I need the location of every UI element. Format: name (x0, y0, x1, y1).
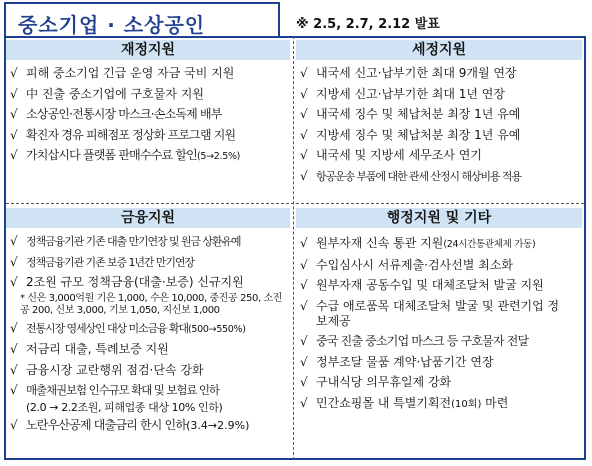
section-title-fiscal: 재정지원 (6, 40, 290, 60)
list-item: √ 구내식당 의무휴일제 강화 (300, 375, 452, 389)
list-item: √ 정책금융기관 기존 보증 1년간 만기연장 (10, 254, 194, 269)
list-item: √ 지방세 징수 및 체납처분 최장 1년 유예 (300, 127, 521, 142)
check-icon: √ (300, 168, 308, 183)
section-title-tax: 세정지원 (296, 40, 582, 60)
list-item: √ 금융시장 교란행위 점검·단속 강화 (10, 362, 204, 377)
list-item: √ 지방세 신고·납부기한 최대 1년 연장 (300, 86, 505, 101)
date-note: ※ 2.5, 2.7, 2.12 발표 (296, 17, 440, 32)
check-icon: √ (10, 107, 18, 121)
fiscal-list (10, 66, 290, 170)
check-icon: √ (10, 383, 18, 397)
title-box (4, 2, 280, 36)
list-item: √ 내국세 징수 및 체납처분 최장 1년 유예 (300, 107, 521, 121)
check-icon: √ (10, 342, 18, 356)
list-item: √ 中 진출 중소기업에 구호물자 지원 (10, 86, 204, 101)
check-icon: √ (300, 86, 308, 101)
check-icon: √ (10, 234, 18, 248)
list-item: √ 매출채권보험 인수규모 확대 및 보험료 인하 (10, 383, 219, 397)
finance-list (10, 234, 290, 438)
list-item: √ 중국 진출 중소기업 마스크 등 구호물자 전달 (300, 334, 529, 348)
page-title: 중소기업 · 소상공인 (18, 13, 206, 37)
check-icon: √ (300, 107, 308, 121)
column-divider (293, 36, 295, 460)
list-subnote: (2.0 → 2.2조원, 피해업종 대상 10% 인하) (26, 400, 223, 414)
check-icon: √ (300, 236, 308, 250)
check-icon: √ (10, 362, 18, 377)
list-item: √ 내국세 및 지방세 세무조사 연기 (300, 148, 482, 162)
check-icon: √ (300, 66, 308, 80)
admin-list (300, 236, 582, 417)
list-item: √ 저금리 대출, 특례보증 지원 (10, 342, 169, 356)
list-item: √ 2조원 규모 정책금융(대출·보증) 신규지원 (10, 275, 244, 289)
list-item: √ 정부조달 물품 계약·납품기간 연장 (300, 354, 494, 369)
check-icon: √ (300, 375, 308, 389)
list-item: √ 정책금융기관 기존 대출 만기연장 및 원금 상환유예 (10, 234, 241, 248)
list-item: √ 수급 애로품목 대체조달처 발굴 및 관련기업 정보제공 (300, 298, 560, 328)
list-item: √ 소상공인·전통시장 마스크·손소독제 배부 (10, 107, 222, 121)
check-icon: √ (10, 320, 18, 335)
list-item: √ 확진자 경유 피해점포 정상화 프로그램 지원 (10, 127, 236, 142)
check-icon: √ (300, 334, 308, 348)
check-icon: √ (10, 275, 18, 289)
check-icon: √ (10, 148, 18, 162)
check-icon: √ (10, 254, 18, 269)
check-icon: √ (300, 395, 308, 410)
row-divider (6, 203, 584, 204)
list-item: √ 수입심사시 서류제출·검사선별 최소화 (300, 257, 513, 272)
list-item: √ 항공운송 부품에 대한 관세 산정시 해상비용 적용 (300, 168, 521, 183)
list-item: √ 전통시장 영세상인 대상 미소금융 확대(500→550%) (10, 320, 246, 335)
check-icon: √ (300, 148, 308, 162)
tax-list (300, 66, 582, 189)
section-title-finance: 금융지원 (6, 208, 290, 228)
list-item: √ 피해 중소기업 긴급 운영 자금 국비 지원 (10, 66, 235, 80)
list-item: √ 원부자재 신속 통관 지원(24시간통관체제 가동) (300, 236, 536, 250)
list-item: √ 내국세 신고·납부기한 최대 9개월 연장 (300, 66, 517, 80)
list-item: √ 민간쇼핑몰 내 특별기획전(10회) 마련 (300, 395, 509, 410)
check-icon: √ (10, 86, 18, 101)
check-icon: √ (300, 298, 308, 313)
list-item: √ 가치삽시다 플랫폼 판매수수료 할인(5→2.5%) (10, 148, 241, 162)
check-icon: √ (300, 354, 308, 369)
check-icon: √ (300, 257, 308, 272)
check-icon: √ (10, 417, 18, 432)
list-item: √ 노란우산공제 대출금리 한시 인하(3.4→2.9%) (10, 417, 250, 432)
check-icon: √ (300, 127, 308, 142)
list-item: √ 원부자재 공동수입 및 대체조달처 발굴 지원 (300, 278, 544, 292)
check-icon: √ (10, 127, 18, 142)
check-icon: √ (10, 66, 18, 80)
check-icon: √ (300, 278, 308, 292)
list-subnote: * 신은 3,000억원 기은 1,000, 수은 10,000, 중진공 250, 소진공 200, 신보 3,000, 기보 1,050, 지신보 1,000 (20, 292, 283, 316)
section-title-admin: 행정지원 및 기타 (296, 208, 582, 228)
